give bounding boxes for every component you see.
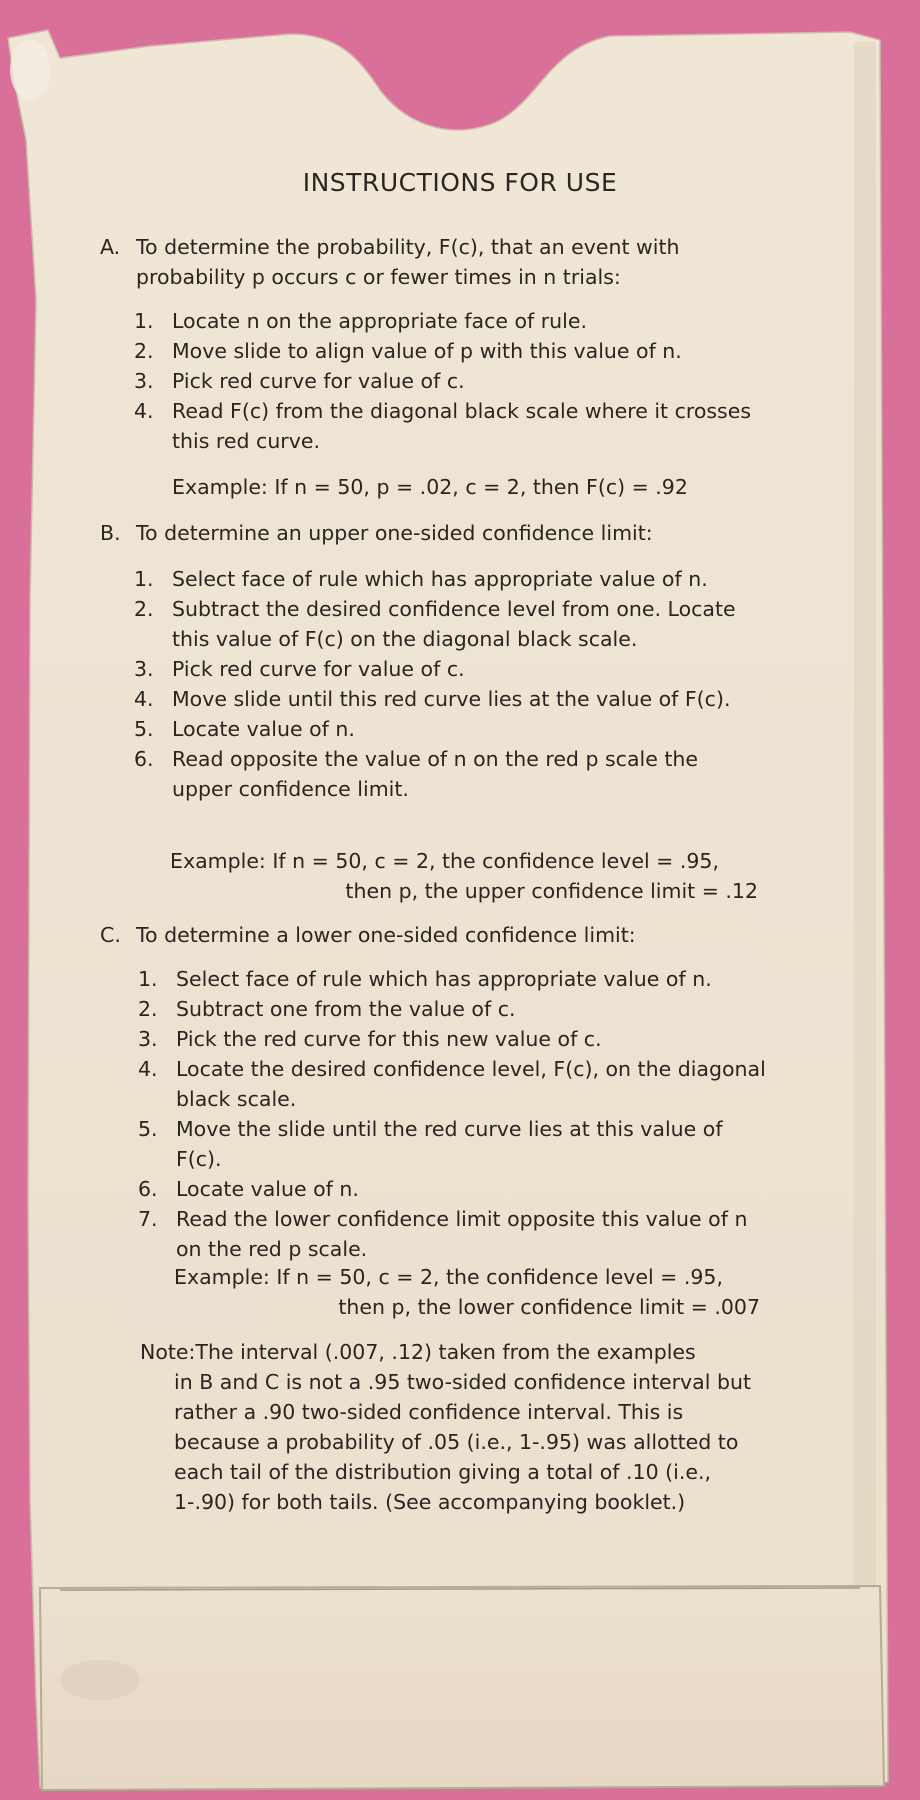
step-number: 4. [134,687,154,711]
example-text: Example: If n = 50, p = .02, c = 2, then F(c) = .92 [172,475,688,499]
step-text: Pick red curve for value of c. [172,369,465,393]
step-number: 1. [134,567,154,591]
section-letter: A. [100,235,121,259]
step-text: Pick red curve for value of c. [172,657,465,681]
section-c-steps [138,964,768,1264]
example-text: Example: If n = 50, c = 2, the confidence level = .95, [174,1265,723,1289]
step-number: 4. [138,1057,158,1081]
step-number: 1. [134,309,154,333]
note-body: in B and C is not a .95 two-sided confidence interval but rather a .90 two-sided confidence interval. This is because a probability of .05 (i.e., 1-.95) was allotted to each tail of the distribution giving a total of .10 (i.e., 1-.90) for both tails. (See accompanying booklet.) [174,1370,751,1514]
list-item [138,1114,768,1174]
example-text-continued: then p, the upper confidence limit = .12 [345,879,758,903]
example-text: Example: If n = 50, c = 2, the confidence level = .95, [170,849,719,873]
list-item [134,594,764,654]
step-text: Read the lower confidence limit opposite this value of n on the red p scale. [176,1207,748,1261]
list-item [138,1204,768,1264]
step-text: Select face of rule which has appropriate value of n. [172,567,708,591]
step-number: 3. [134,369,154,393]
section-b-steps [134,564,764,804]
sleeve-back [8,30,888,1788]
example-text-continued: then p, the lower confidence limit = .007 [338,1295,760,1319]
list-item [134,396,764,456]
list-item [138,1174,768,1204]
list-item [134,306,764,336]
section-heading-text: To determine the probability, F(c), that an event with probability p occurs c or fewer times in n trials: [136,235,680,289]
list-item [134,336,764,366]
step-text: Subtract the desired confidence level from one. Locate this value of F(c) on the diagonal black scale. [172,597,736,651]
list-item [134,654,764,684]
step-number: 1. [138,967,158,991]
step-text: Read opposite the value of n on the red p scale the upper confidence limit. [172,747,698,801]
step-text: Pick the red curve for this new value of c. [176,1027,602,1051]
section-heading-text: To determine a lower one-sided confidence limit: [136,923,636,947]
step-number: 7. [138,1207,158,1231]
step-number: 6. [138,1177,158,1201]
step-text: Read F(c) from the diagonal black scale where it crosses this red curve. [172,399,752,453]
page-title: INSTRUCTIONS FOR USE [302,168,618,197]
list-item [138,964,768,994]
section-a-heading [100,232,760,292]
list-item [138,1054,768,1114]
section-b-example [170,846,758,906]
card-edge [854,42,876,1742]
step-text: Locate n on the appropriate face of rule. [172,309,587,333]
step-number: 3. [138,1027,158,1051]
step-number: 4. [134,399,154,423]
section-c-example [174,1262,760,1322]
list-item [134,684,764,714]
section-b-heading [100,518,760,548]
step-number: 6. [134,747,154,771]
step-number: 5. [138,1117,158,1141]
step-text: Move slide until this red curve lies at the value of F(c). [172,687,731,711]
step-text: Move the slide until the red curve lies at this value of F(c). [176,1117,723,1171]
section-a-example [172,472,688,502]
step-number: 2. [134,597,154,621]
sleeve-pocket [40,1586,884,1790]
step-number: 2. [138,997,158,1021]
step-text: Locate value of n. [176,1177,359,1201]
section-a-steps [134,306,764,456]
step-text: Move slide to align value of p with this value of n. [172,339,682,363]
note-head: Note:The interval (.007, .12) taken from the examples [140,1340,696,1364]
step-text: Locate the desired confidence level, F(c), on the diagonal black scale. [176,1057,766,1111]
section-heading-text: To determine an upper one-sided confidence limit: [136,521,653,545]
list-item [138,1024,768,1054]
section-letter: B. [100,521,121,545]
step-text: Subtract one from the value of c. [176,997,516,1021]
step-text: Locate value of n. [172,717,355,741]
list-item [134,744,764,804]
list-item [134,714,764,744]
step-text: Select face of rule which has appropriate value of n. [176,967,712,991]
section-c-heading [100,920,760,950]
step-number: 5. [134,717,154,741]
list-item [134,564,764,594]
step-number: 3. [134,657,154,681]
note-block [140,1337,760,1517]
step-number: 2. [134,339,154,363]
list-item [138,994,768,1024]
list-item [134,366,764,396]
section-letter: C. [100,923,121,947]
